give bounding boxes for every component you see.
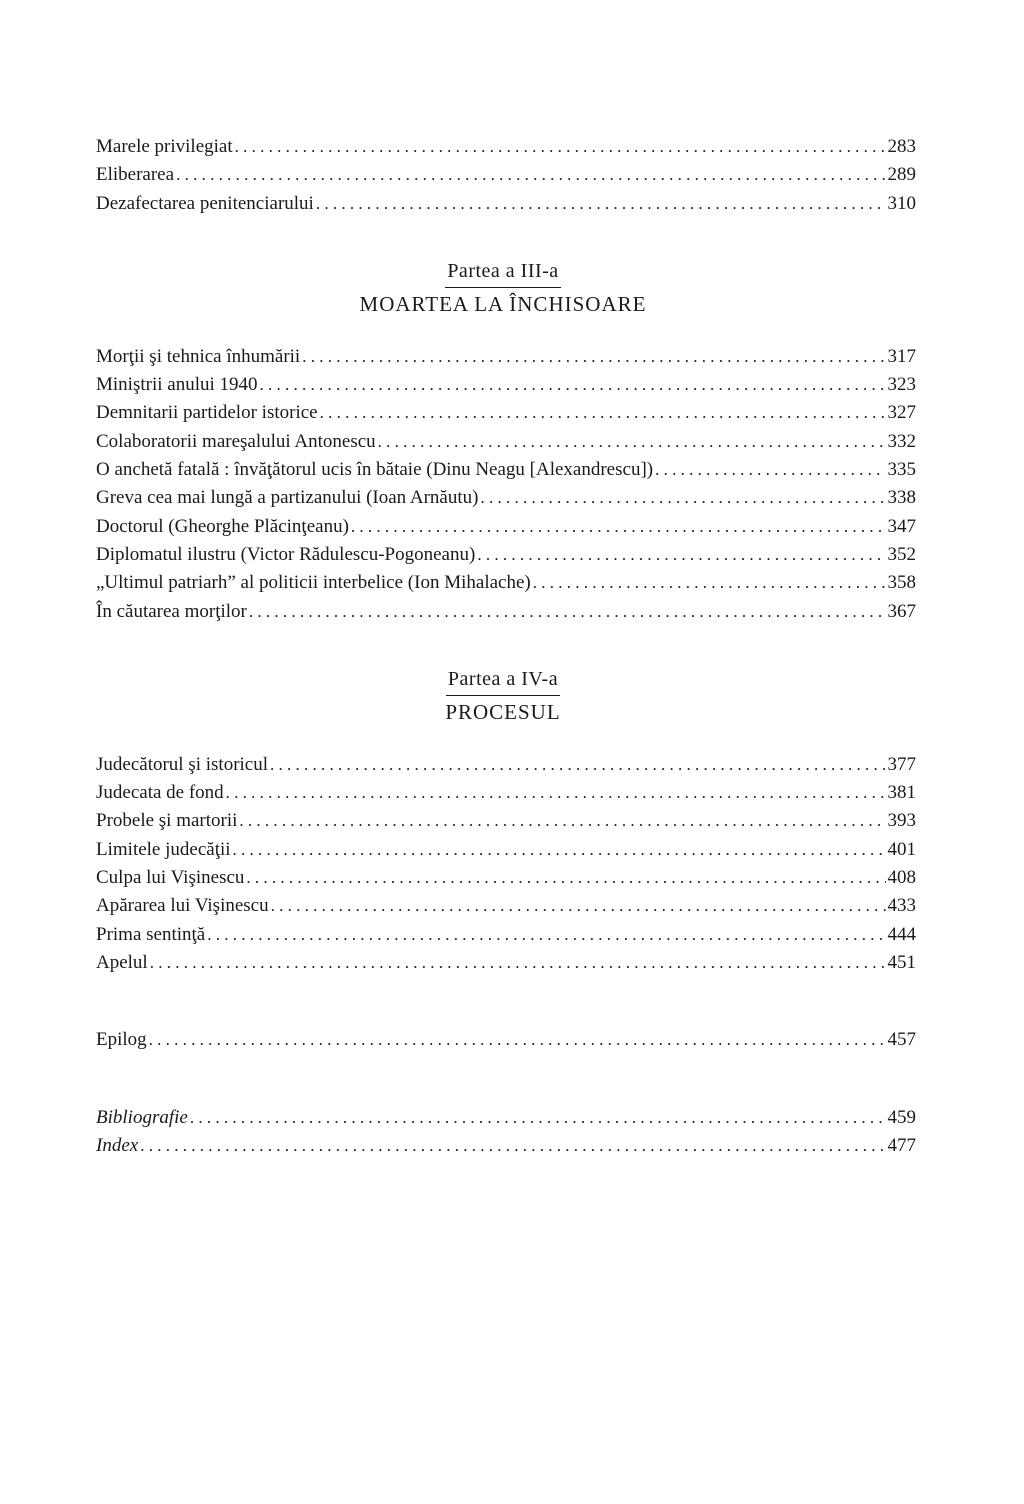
toc-leader-dots (233, 836, 886, 864)
toc-leader-dots (149, 1026, 886, 1054)
toc-entry (96, 1104, 916, 1132)
toc-entry (96, 751, 916, 779)
toc-entry-page: 335 (887, 459, 916, 481)
toc-entry-title: Colaboratorii mareşalului Antonescu (96, 430, 376, 452)
part-title: MOARTEA LA ÎNCHISOARE (359, 291, 647, 316)
toc-entry-title: O anchetă fatală : învăţătorul ucis în bătaie (Dinu Neagu [Alexandrescu]) (96, 459, 654, 481)
toc-section-back-matter (96, 1104, 916, 1161)
toc-section-part-4 (96, 751, 916, 977)
toc-section-continued (96, 133, 916, 218)
toc-entry-title: Judecata de fond (96, 782, 224, 804)
toc-entry (96, 864, 916, 892)
toc-entry (96, 949, 916, 977)
toc-entry-title: Judecătorul şi istoricul (96, 753, 269, 775)
toc-entry (96, 779, 916, 807)
toc-leader-dots (302, 343, 885, 371)
toc-entry-title: Epilog (96, 1029, 147, 1051)
toc-entry-title: Probele şi martorii (96, 810, 238, 832)
toc-leader-dots (226, 779, 886, 807)
toc-entry (96, 892, 916, 920)
toc-leader-dots (351, 513, 886, 541)
toc-entry-page: 367 (887, 600, 916, 622)
toc-leader-dots (235, 133, 886, 161)
toc-entry-title: Marele privilegiat (96, 136, 233, 157)
toc-leader-dots (477, 541, 885, 569)
part-heading (90, 260, 916, 317)
toc-entry-page: 459 (887, 1106, 916, 1128)
toc-entry-page: 377 (887, 753, 916, 775)
toc-entry-title: Apărarea lui Vişinescu (96, 895, 269, 917)
toc-entry-page: 393 (887, 810, 916, 832)
toc-leader-dots (140, 1132, 885, 1160)
toc-entry-page: 338 (887, 487, 916, 509)
toc-leader-dots (190, 1104, 886, 1132)
table-of-contents (96, 133, 916, 1160)
toc-entry-page: 283 (887, 136, 916, 157)
toc-entry (96, 371, 916, 399)
toc-entry-title: Doctorul (Gheorghe Plăcinţeanu) (96, 515, 349, 537)
toc-entry-page: 477 (887, 1134, 916, 1156)
toc-entry-title: Dezafectarea penitenciarului (96, 192, 314, 214)
toc-entry-title: Greva cea mai lungă a partizanului (Ioan Arnăutu) (96, 487, 479, 509)
toc-entry-page: 358 (887, 572, 916, 594)
toc-entry (96, 456, 916, 484)
toc-leader-dots (271, 892, 886, 920)
toc-entry-title: Morţii şi tehnica înhumării (96, 345, 301, 367)
toc-entry (96, 190, 916, 218)
toc-entry (96, 598, 916, 626)
toc-leader-dots (378, 428, 886, 456)
toc-entry-page: 323 (887, 374, 916, 396)
toc-entry-page: 457 (887, 1029, 916, 1051)
toc-entry (96, 399, 916, 427)
toc-entry-title: Miniştrii anului 1940 (96, 374, 258, 396)
toc-entry-title: Limitele judecăţii (96, 838, 231, 860)
toc-entry-page: 408 (887, 867, 916, 889)
toc-leader-dots (320, 399, 886, 427)
toc-section-epilog (96, 1026, 916, 1054)
toc-entry-page: 451 (887, 951, 916, 973)
toc-entry (96, 807, 916, 835)
toc-entry-title: Culpa lui Vişinescu (96, 867, 245, 889)
toc-entry-page: 444 (887, 923, 916, 945)
toc-entry (96, 161, 916, 189)
toc-entry-title: Apelul (96, 951, 148, 973)
toc-entry-title: În căutarea morţilor (96, 600, 247, 622)
toc-entry (96, 541, 916, 569)
toc-entry-page: 310 (887, 192, 916, 214)
toc-entry (96, 1026, 916, 1054)
part-label: Partea a IV-a (446, 668, 560, 696)
toc-entry (96, 133, 916, 161)
toc-entry-title: Eliberarea (96, 164, 175, 186)
part-title: PROCESUL (445, 699, 561, 724)
toc-leader-dots (655, 456, 885, 484)
toc-entry (96, 484, 916, 512)
toc-leader-dots (533, 569, 886, 597)
toc-entry-title: Demnitarii partidelor istorice (96, 402, 318, 424)
toc-leader-dots (316, 190, 886, 218)
toc-entry-title: Diplomatul ilustru (Victor Rădulescu-Pogoneanu) (96, 543, 476, 565)
part-heading (90, 668, 916, 725)
toc-leader-dots (249, 598, 886, 626)
toc-leader-dots (270, 751, 885, 779)
toc-entry-title: Index (96, 1134, 139, 1156)
toc-entry (96, 836, 916, 864)
toc-entry (96, 343, 916, 371)
toc-entry (96, 569, 916, 597)
toc-entry-page: 381 (887, 782, 916, 804)
toc-entry (96, 428, 916, 456)
toc-entry-page: 317 (887, 345, 916, 367)
toc-entry-page: 289 (887, 164, 916, 186)
toc-entry-page: 401 (887, 838, 916, 860)
part-label: Partea a III-a (445, 260, 560, 288)
toc-leader-dots (207, 921, 885, 949)
toc-entry-title: „Ultimul patriarh” al politicii interbelice (Ion Mihalache) (96, 572, 531, 594)
toc-leader-dots (246, 864, 885, 892)
toc-leader-dots (150, 949, 886, 977)
toc-entry (96, 921, 916, 949)
toc-leader-dots (239, 807, 885, 835)
toc-leader-dots (176, 161, 885, 189)
toc-entry-page: 433 (887, 895, 916, 917)
toc-entry-page: 327 (887, 402, 916, 424)
toc-entry-page: 347 (887, 515, 916, 537)
toc-entry-title: Bibliografie (96, 1106, 188, 1128)
toc-leader-dots (480, 484, 885, 512)
toc-entry (96, 1132, 916, 1160)
toc-entry-title: Prima sentinţă (96, 923, 206, 945)
toc-entry (96, 513, 916, 541)
toc-entry-page: 332 (887, 430, 916, 452)
toc-leader-dots (260, 371, 886, 399)
toc-section-part-3 (96, 343, 916, 626)
toc-entry-page: 352 (887, 543, 916, 565)
